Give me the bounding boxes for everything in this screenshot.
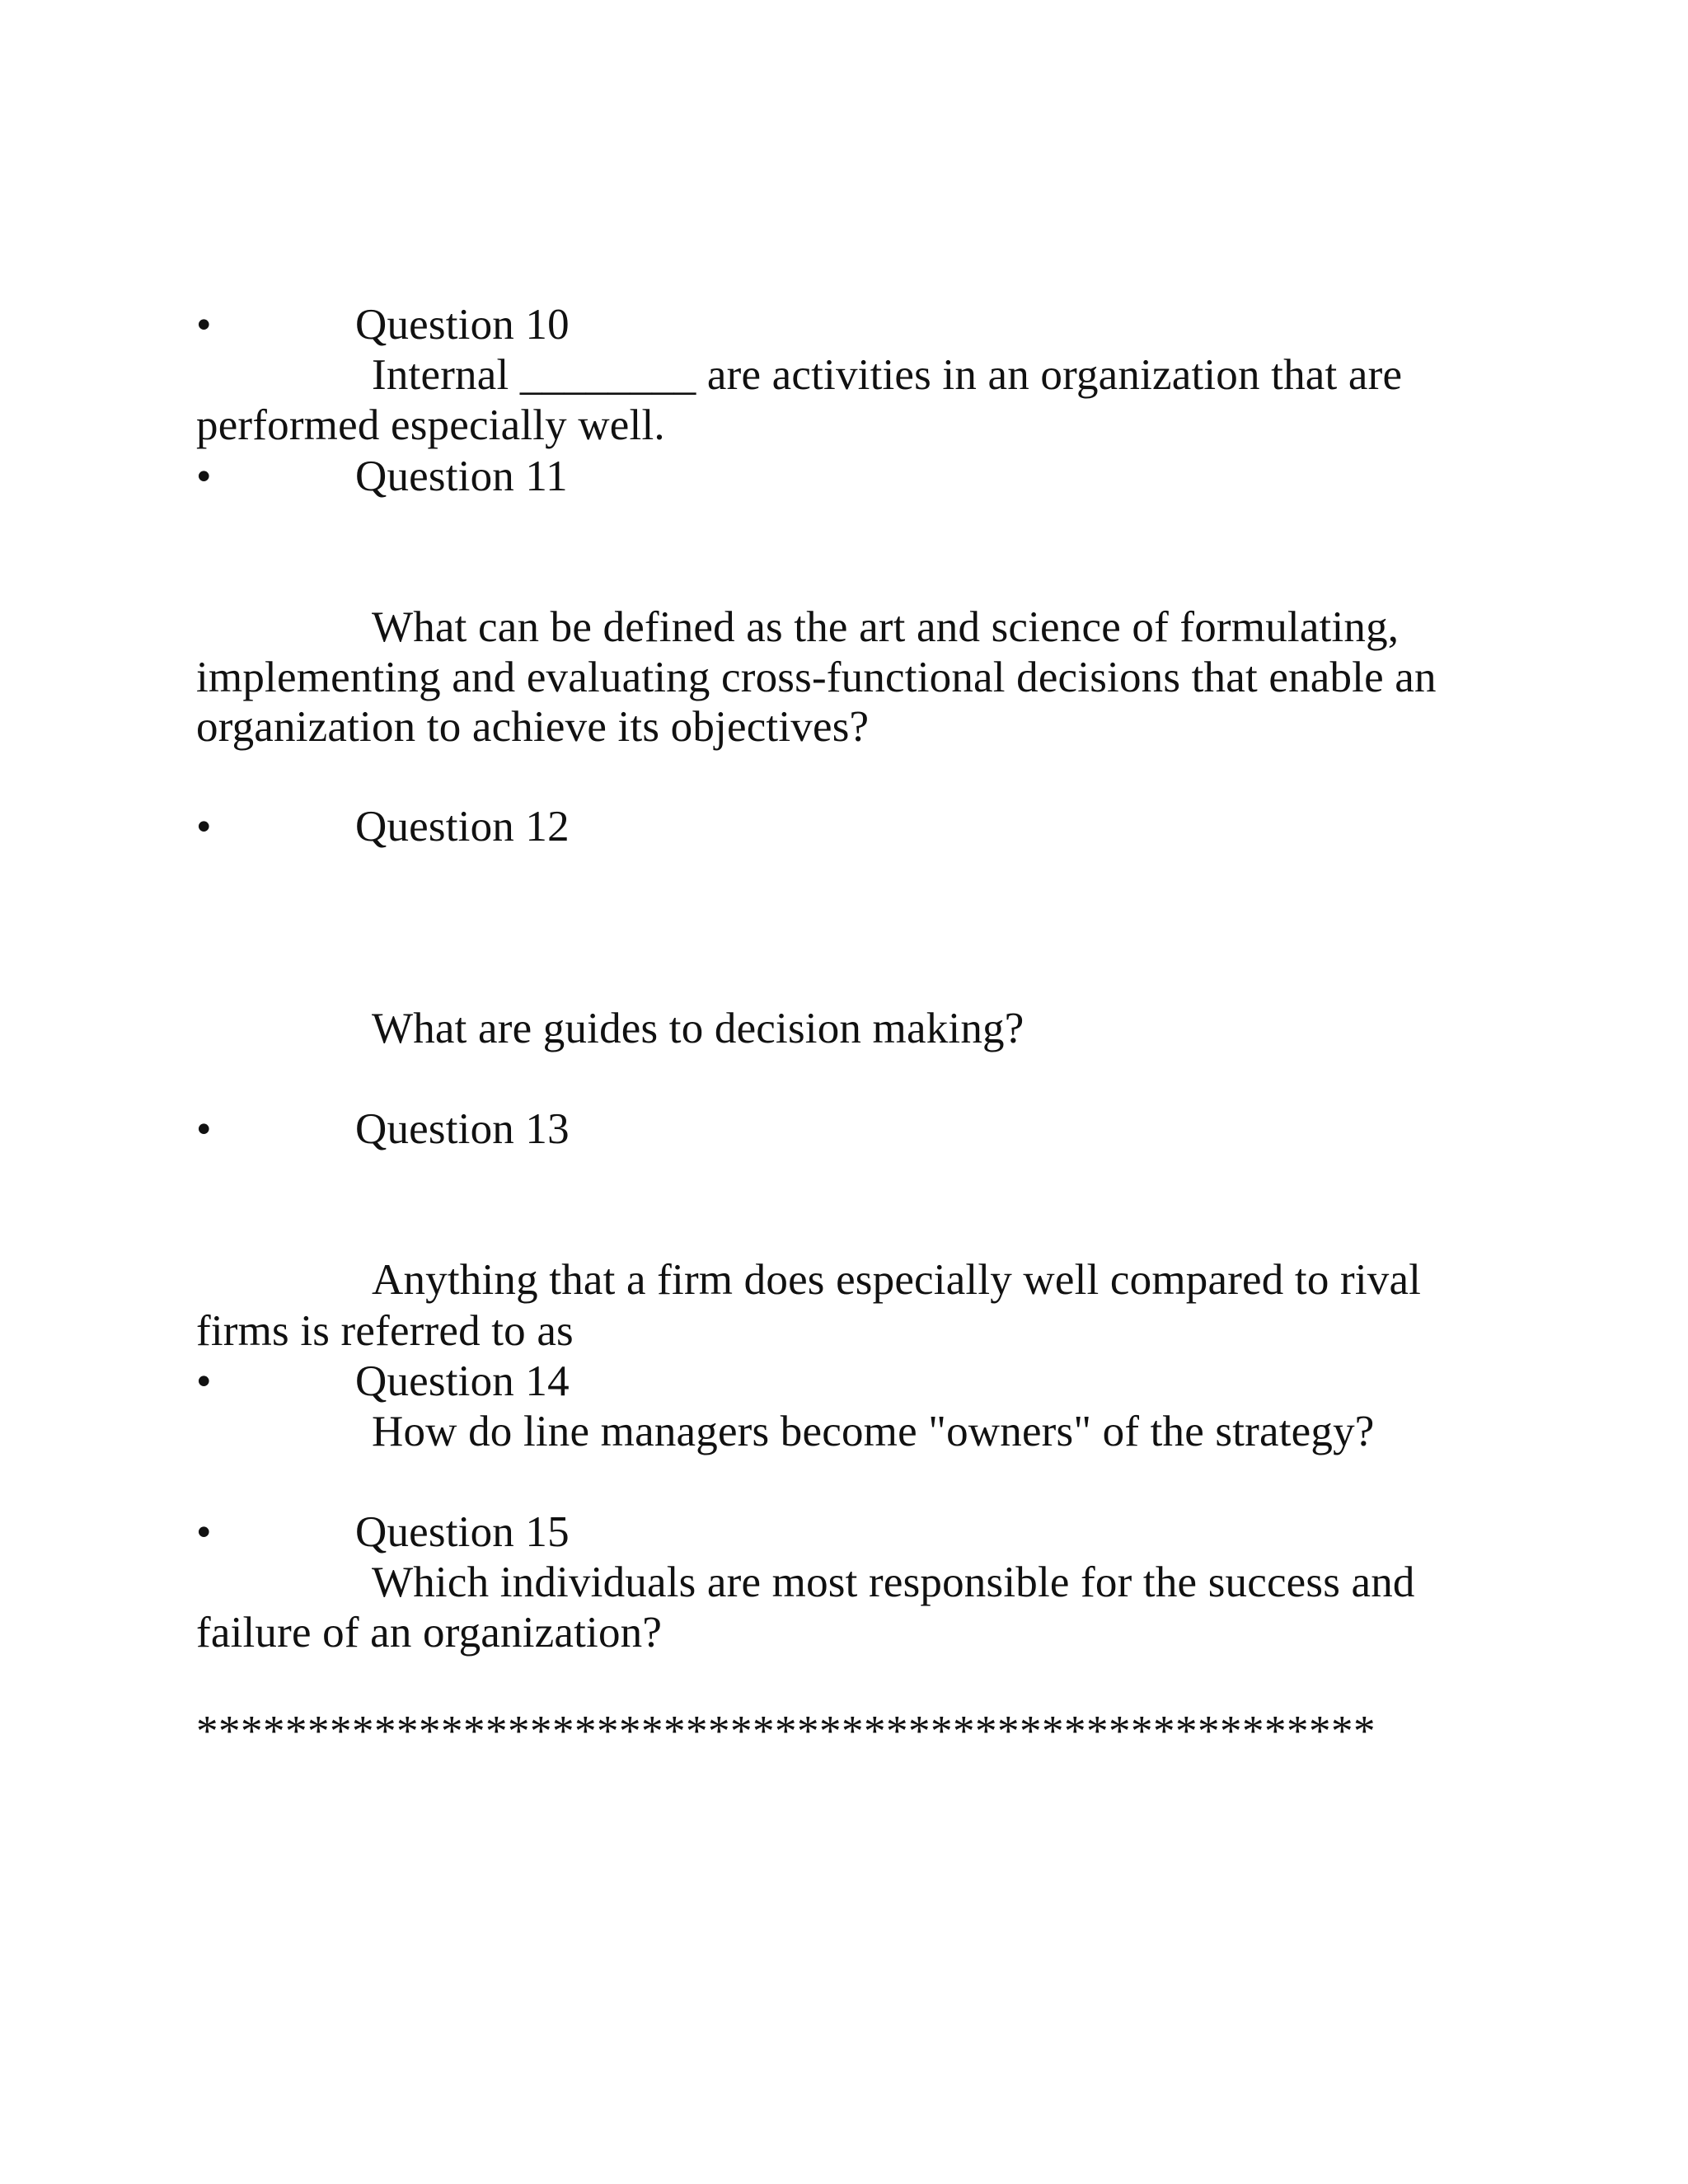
bullet: •	[196, 1357, 212, 1405]
asterisk-separator: *****************************************************	[196, 1708, 1376, 1755]
question-text-line: failure of an organization?	[196, 1609, 663, 1657]
question-text-line: What can be defined as the art and science of formulating,	[372, 603, 1400, 651]
question-text-line: How do line managers become "owners" of the strategy?	[372, 1408, 1375, 1455]
question-text-line: Anything that a firm does especially well compared to rival	[372, 1256, 1422, 1304]
bullet: •	[196, 1508, 212, 1556]
bullet: •	[196, 452, 212, 500]
question-text-line: Which individuals are most responsible for the success and	[372, 1558, 1415, 1606]
question-text-line: firms is referred to as	[196, 1307, 574, 1355]
question-heading: Question 15	[355, 1508, 570, 1556]
question-text-line: performed especially well.	[196, 401, 665, 449]
question-heading: Question 12	[355, 803, 570, 851]
question-text-line: Internal ________ are activities in an organization that are	[372, 351, 1403, 399]
question-text-line: organization to achieve its objectives?	[196, 703, 870, 751]
question-heading: Question 11	[355, 452, 568, 500]
question-heading: Question 14	[355, 1357, 570, 1405]
question-heading: Question 13	[355, 1105, 570, 1153]
bullet: •	[196, 301, 212, 349]
question-heading: Question 10	[355, 301, 570, 349]
bullet: •	[196, 1105, 212, 1153]
question-text-line: implementing and evaluating cross-functional decisions that enable an	[196, 654, 1437, 701]
question-text-line: What are guides to decision making?	[372, 1005, 1025, 1052]
bullet: •	[196, 803, 212, 851]
